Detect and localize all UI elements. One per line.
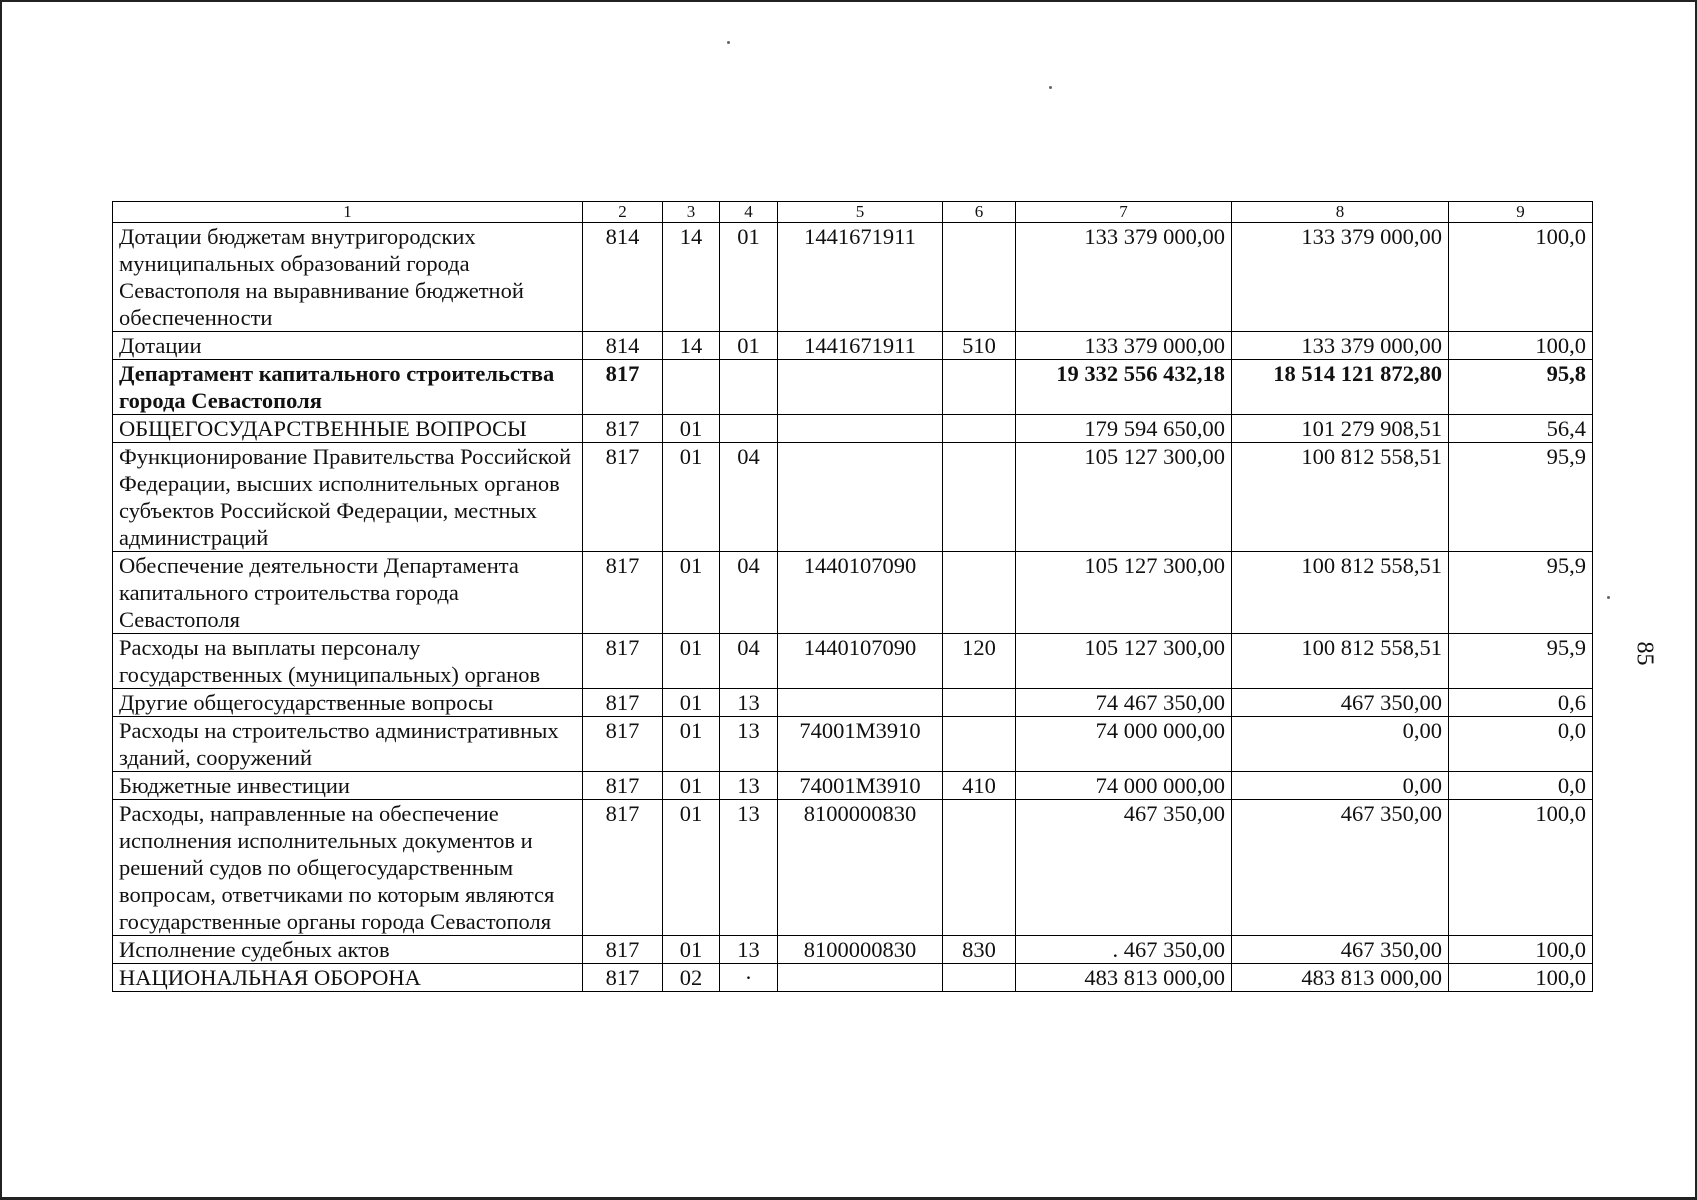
- approved-amount: 133 379 000,00: [1016, 332, 1232, 360]
- execution-percent: 95,9: [1449, 634, 1593, 689]
- execution-percent: 100,0: [1449, 332, 1593, 360]
- section-code: 01: [663, 772, 720, 800]
- page-border-top: [0, 0, 1697, 2]
- executed-amount: 483 813 000,00: [1232, 964, 1449, 992]
- executed-amount: 467 350,00: [1232, 800, 1449, 936]
- target-article-code: 1440107090: [778, 634, 943, 689]
- execution-percent: 100,0: [1449, 936, 1593, 964]
- subsection-code: 13: [720, 717, 778, 772]
- table-row: [113, 360, 1593, 415]
- target-article-code: 74001M3910: [778, 772, 943, 800]
- expense-type-code: 410: [943, 772, 1016, 800]
- subsection-code: 04: [720, 634, 778, 689]
- target-article-code: 8100000830: [778, 800, 943, 936]
- target-article-code: 1441671911: [778, 332, 943, 360]
- item-name: Дотации бюджетам внутригородских муниципальных образований города Севастополя на выравнивание бюджетной обеспеченности: [113, 223, 583, 332]
- table-row: [113, 964, 1593, 992]
- subsection-code: 13: [720, 772, 778, 800]
- scan-speck: [1607, 596, 1610, 599]
- execution-percent: 0,0: [1449, 717, 1593, 772]
- expense-type-code: 830: [943, 936, 1016, 964]
- table-row: [113, 634, 1593, 689]
- section-code: 01: [663, 552, 720, 634]
- table-row: [113, 689, 1593, 717]
- execution-percent: 0,6: [1449, 689, 1593, 717]
- section-code: 01: [663, 415, 720, 443]
- executed-amount: 100 812 558,51: [1232, 634, 1449, 689]
- subsection-code: 04: [720, 443, 778, 552]
- subsection-code: [720, 415, 778, 443]
- section-code: 01: [663, 689, 720, 717]
- target-article-code: [778, 964, 943, 992]
- admin-code: 817: [583, 443, 663, 552]
- admin-code: 817: [583, 634, 663, 689]
- admin-code: 817: [583, 964, 663, 992]
- column-number: 7: [1016, 202, 1232, 223]
- scan-speck: [1049, 86, 1052, 89]
- admin-code: 817: [583, 936, 663, 964]
- item-name: Расходы, направленные на обеспечение исполнения исполнительных документов и решений судов по общегосударственным вопросам, ответчиками по которым являются государственные органы города Севастополя: [113, 800, 583, 936]
- item-name: Другие общегосударственные вопросы: [113, 689, 583, 717]
- expense-type-code: [943, 717, 1016, 772]
- execution-percent: 0,0: [1449, 772, 1593, 800]
- execution-percent: 100,0: [1449, 800, 1593, 936]
- execution-percent: 100,0: [1449, 964, 1593, 992]
- executed-amount: 0,00: [1232, 717, 1449, 772]
- target-article-code: [778, 360, 943, 415]
- section-code: 01: [663, 936, 720, 964]
- subsection-code: 13: [720, 800, 778, 936]
- admin-code: 817: [583, 800, 663, 936]
- column-number: 5: [778, 202, 943, 223]
- execution-percent: 100,0: [1449, 223, 1593, 332]
- subsection-code: 04: [720, 552, 778, 634]
- target-article-code: 1441671911: [778, 223, 943, 332]
- approved-amount: 105 127 300,00: [1016, 552, 1232, 634]
- expense-type-code: [943, 689, 1016, 717]
- approved-amount: 105 127 300,00: [1016, 634, 1232, 689]
- executed-amount: 100 812 558,51: [1232, 552, 1449, 634]
- execution-percent: 56,4: [1449, 415, 1593, 443]
- admin-code: 817: [583, 360, 663, 415]
- approved-amount: 74 467 350,00: [1016, 689, 1232, 717]
- executed-amount: 467 350,00: [1232, 689, 1449, 717]
- executed-amount: 133 379 000,00: [1232, 223, 1449, 332]
- section-code: [663, 360, 720, 415]
- column-number: 2: [583, 202, 663, 223]
- page-number: 85: [1631, 641, 1658, 666]
- target-article-code: [778, 689, 943, 717]
- item-name: ОБЩЕГОСУДАРСТВЕННЫЕ ВОПРОСЫ: [113, 415, 583, 443]
- executed-amount: 101 279 908,51: [1232, 415, 1449, 443]
- expense-type-code: [943, 415, 1016, 443]
- approved-amount: 105 127 300,00: [1016, 443, 1232, 552]
- item-name: Департамент капитального строительства города Севастополя: [113, 360, 583, 415]
- column-number: 8: [1232, 202, 1449, 223]
- admin-code: 817: [583, 717, 663, 772]
- table-row: [113, 772, 1593, 800]
- expense-type-code: [943, 800, 1016, 936]
- section-code: 01: [663, 443, 720, 552]
- expense-type-code: 510: [943, 332, 1016, 360]
- approved-amount: 483 813 000,00: [1016, 964, 1232, 992]
- column-number: 6: [943, 202, 1016, 223]
- table-row: [113, 332, 1593, 360]
- table-row: [113, 552, 1593, 634]
- admin-code: 817: [583, 415, 663, 443]
- table-row: [113, 443, 1593, 552]
- item-name: Дотации: [113, 332, 583, 360]
- subsection-code: 01: [720, 332, 778, 360]
- column-number-row: [113, 202, 1593, 223]
- admin-code: 817: [583, 552, 663, 634]
- approved-amount: . 467 350,00: [1016, 936, 1232, 964]
- expense-type-code: [943, 443, 1016, 552]
- approved-amount: 179 594 650,00: [1016, 415, 1232, 443]
- subsection-code: 13: [720, 936, 778, 964]
- approved-amount: 74 000 000,00: [1016, 717, 1232, 772]
- page-border-left: [0, 0, 2, 1200]
- expense-type-code: [943, 552, 1016, 634]
- expense-type-code: [943, 360, 1016, 415]
- column-number: 1: [113, 202, 583, 223]
- executed-amount: 100 812 558,51: [1232, 443, 1449, 552]
- column-number: 9: [1449, 202, 1593, 223]
- subsection-code: [720, 360, 778, 415]
- target-article-code: 1440107090: [778, 552, 943, 634]
- item-name: Обеспечение деятельности Департамента капитального строительства города Севастополя: [113, 552, 583, 634]
- column-number: 3: [663, 202, 720, 223]
- execution-percent: 95,9: [1449, 443, 1593, 552]
- section-code: 02: [663, 964, 720, 992]
- approved-amount: 467 350,00: [1016, 800, 1232, 936]
- item-name: НАЦИОНАЛЬНАЯ ОБОРОНА: [113, 964, 583, 992]
- table-row: [113, 717, 1593, 772]
- table-row: [113, 800, 1593, 936]
- executed-amount: 467 350,00: [1232, 936, 1449, 964]
- admin-code: 814: [583, 223, 663, 332]
- table-row: [113, 223, 1593, 332]
- target-article-code: 74001M3910: [778, 717, 943, 772]
- section-code: 01: [663, 717, 720, 772]
- subsection-code: 13: [720, 689, 778, 717]
- subsection-code: ·: [720, 964, 778, 992]
- executed-amount: 133 379 000,00: [1232, 332, 1449, 360]
- target-article-code: [778, 443, 943, 552]
- item-name: Исполнение судебных актов: [113, 936, 583, 964]
- section-code: 14: [663, 223, 720, 332]
- item-name: Расходы на выплаты персоналу государственных (муниципальных) органов: [113, 634, 583, 689]
- execution-percent: 95,8: [1449, 360, 1593, 415]
- execution-percent: 95,9: [1449, 552, 1593, 634]
- item-name: Бюджетные инвестиции: [113, 772, 583, 800]
- admin-code: 817: [583, 772, 663, 800]
- table-row: [113, 936, 1593, 964]
- approved-amount: 74 000 000,00: [1016, 772, 1232, 800]
- item-name: Расходы на строительство административных зданий, сооружений: [113, 717, 583, 772]
- section-code: 01: [663, 634, 720, 689]
- expense-type-code: [943, 964, 1016, 992]
- expense-type-code: [943, 223, 1016, 332]
- item-name: Функционирование Правительства Российской Федерации, высших исполнительных органов субъектов Российской Федерации, местных администраций: [113, 443, 583, 552]
- executed-amount: 18 514 121 872,80: [1232, 360, 1449, 415]
- executed-amount: 0,00: [1232, 772, 1449, 800]
- table-row: [113, 415, 1593, 443]
- budget-execution-table: [112, 201, 1593, 992]
- approved-amount: 133 379 000,00: [1016, 223, 1232, 332]
- subsection-code: 01: [720, 223, 778, 332]
- target-article-code: [778, 415, 943, 443]
- scan-speck: [727, 41, 730, 44]
- admin-code: 817: [583, 689, 663, 717]
- target-article-code: 8100000830: [778, 936, 943, 964]
- section-code: 14: [663, 332, 720, 360]
- expense-type-code: 120: [943, 634, 1016, 689]
- approved-amount: 19 332 556 432,18: [1016, 360, 1232, 415]
- column-number: 4: [720, 202, 778, 223]
- admin-code: 814: [583, 332, 663, 360]
- section-code: 01: [663, 800, 720, 936]
